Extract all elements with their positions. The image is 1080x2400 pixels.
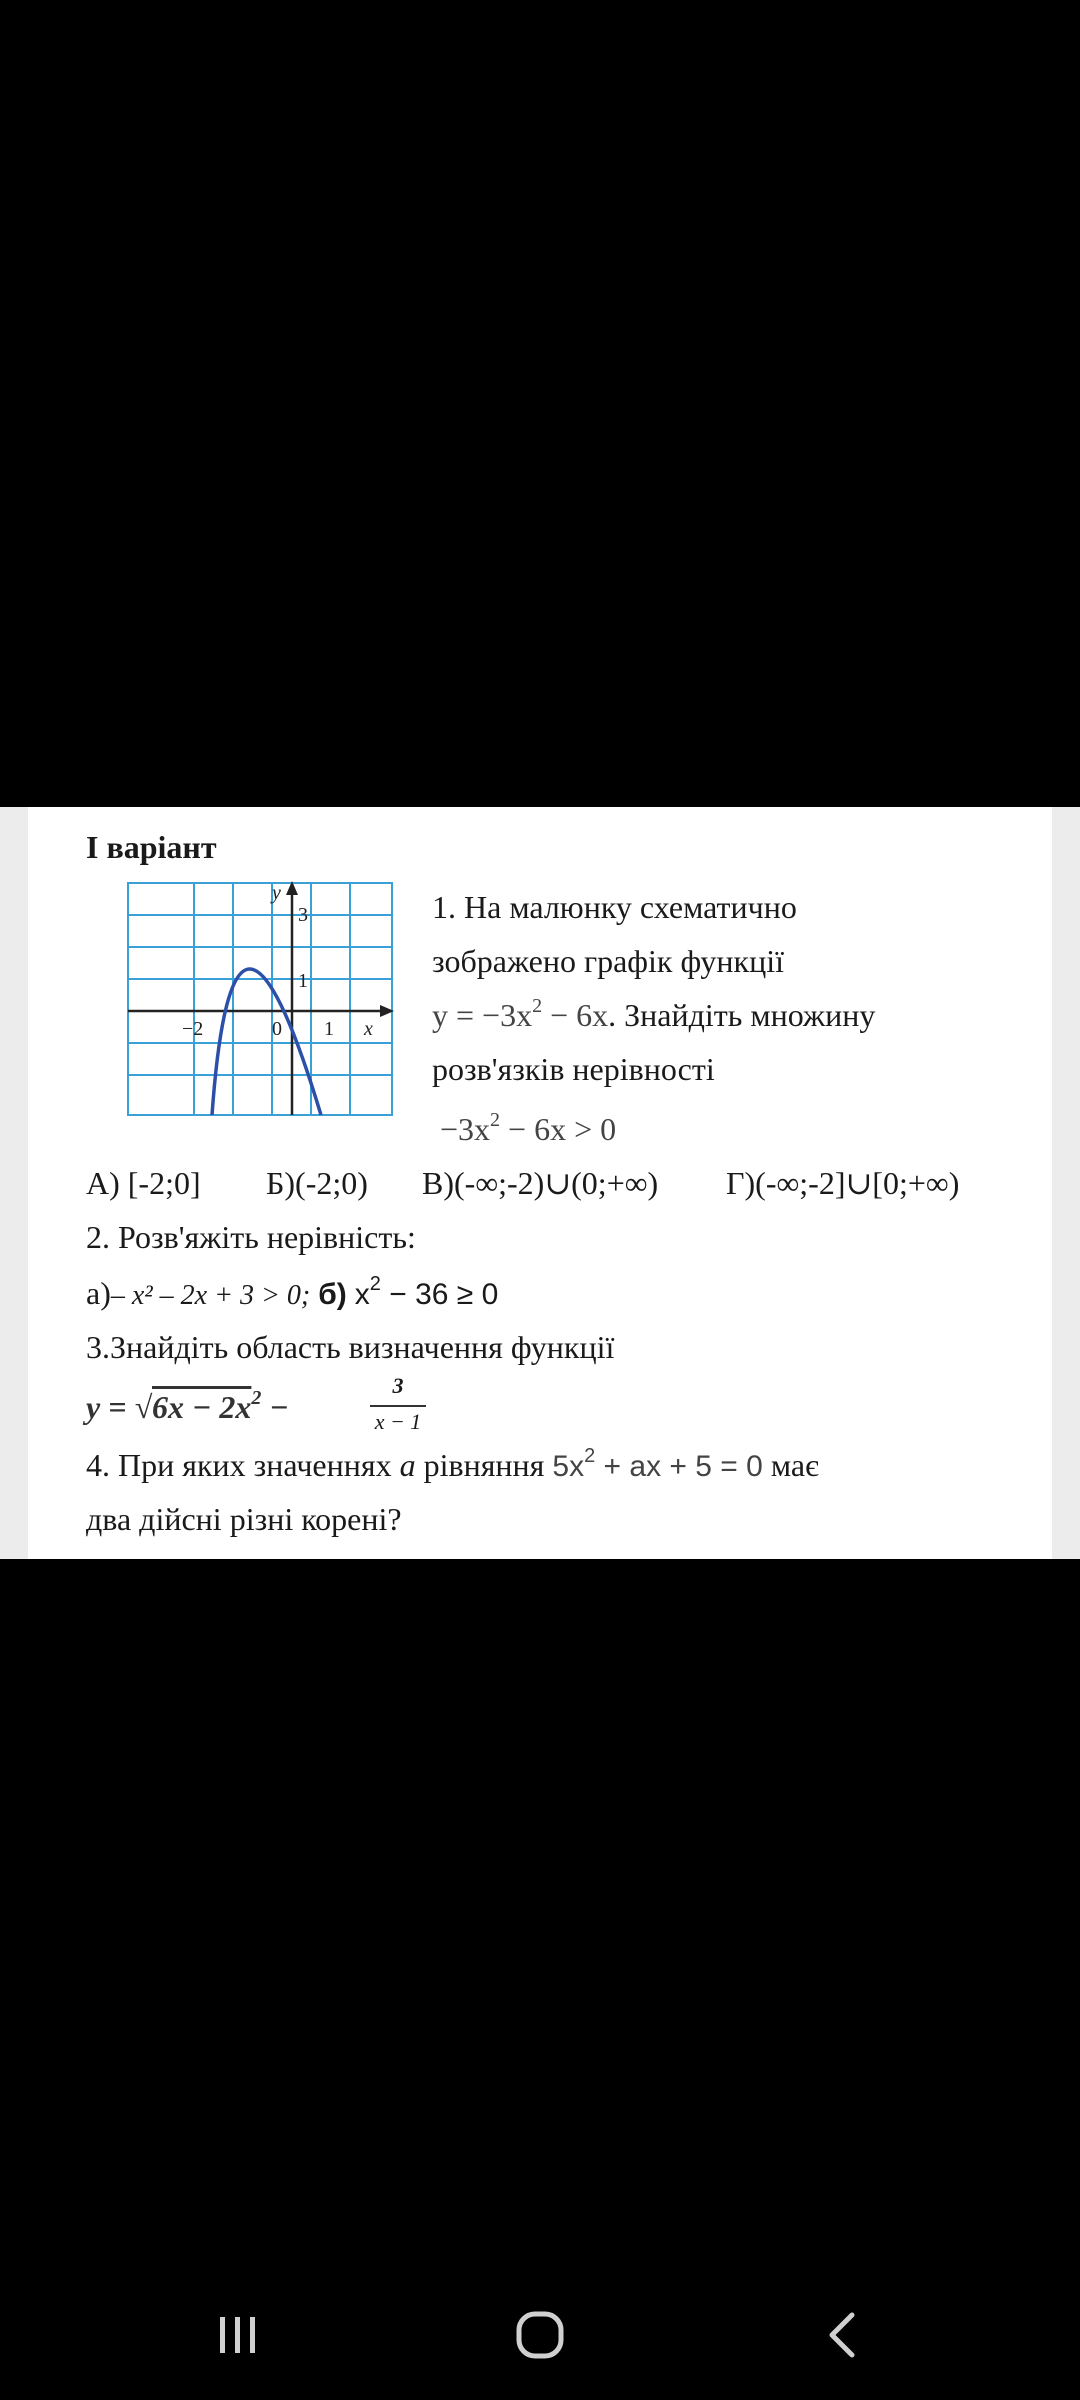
fraction-denominator: x − 1 xyxy=(374,1409,422,1434)
tick-neg2-label: −2 xyxy=(182,1018,204,1040)
parabola-graph xyxy=(124,879,396,1119)
grid xyxy=(128,883,392,1115)
task4-line1: 4. При яких значеннях a рівняння $5x^2$ + ax + 5 = 0 має xyxy=(86,1445,819,1483)
variant-title: І варіант xyxy=(86,829,217,865)
tick-1-x-label: 1 xyxy=(324,1018,334,1040)
task1-line4: розв'язків нерівності xyxy=(432,1051,715,1087)
task2-title: 2. Розв'яжіть нерівність: xyxy=(86,1219,416,1255)
task2-part-b: $x^2 - 36 \ge 0$ xyxy=(354,1273,499,1311)
x-axis-label: x xyxy=(364,1018,373,1040)
option-d: Г)(-∞;-2]∪[0;+∞) xyxy=(726,1165,960,1201)
task4-line2: два дійсні різні корені? xyxy=(86,1501,402,1537)
tick-3-label: 3 xyxy=(298,904,308,926)
option-b: Б)(-2;0) xyxy=(266,1165,368,1201)
task1-line3: $y = -3x^2 - 6x$. Знайдіть множину xyxy=(432,995,876,1033)
tick-0-label: 0 xyxy=(272,1018,282,1040)
document-left-margin xyxy=(0,807,28,1559)
task1-line1: 1. На малюнку схематично xyxy=(432,889,797,925)
task3-title: 3.Знайдіть область визначення функції xyxy=(86,1329,615,1365)
home-icon xyxy=(514,2309,566,2361)
task1-inequality: $-3x^2 - 6x > 0$ xyxy=(440,1109,617,1147)
recent-apps-button[interactable] xyxy=(158,2270,318,2400)
back-button[interactable] xyxy=(762,2270,922,2400)
task2-parts: а)– x² – 2x + 3 > 0; б) $x^2 - 36 \ge 0$ xyxy=(86,1273,499,1311)
home-button[interactable] xyxy=(460,2270,620,2400)
task3-formula: $y = √6x - 2x^2$ − xyxy=(86,1387,289,1425)
document-right-margin xyxy=(1052,807,1080,1559)
recent-apps-icon xyxy=(216,2313,260,2357)
fraction-bar xyxy=(370,1405,426,1407)
back-icon xyxy=(820,2309,864,2361)
navigation-bar xyxy=(0,2270,1080,2400)
option-c: В)(-∞;-2)∪(0;+∞) xyxy=(422,1165,659,1201)
y-axis-label: y xyxy=(272,882,281,904)
task4-equation: $5x^2$ + ax + 5 = 0 xyxy=(552,1445,763,1483)
document-image xyxy=(0,807,1080,1559)
task1-function-formula: $y = -3x^2 - 6x$ xyxy=(432,995,609,1033)
option-a: А) [-2;0] xyxy=(86,1165,201,1201)
task1-line2: зображено графік функції xyxy=(432,943,784,979)
tick-1-y-label: 1 xyxy=(298,970,308,992)
fraction-numerator: 3 xyxy=(392,1373,404,1398)
